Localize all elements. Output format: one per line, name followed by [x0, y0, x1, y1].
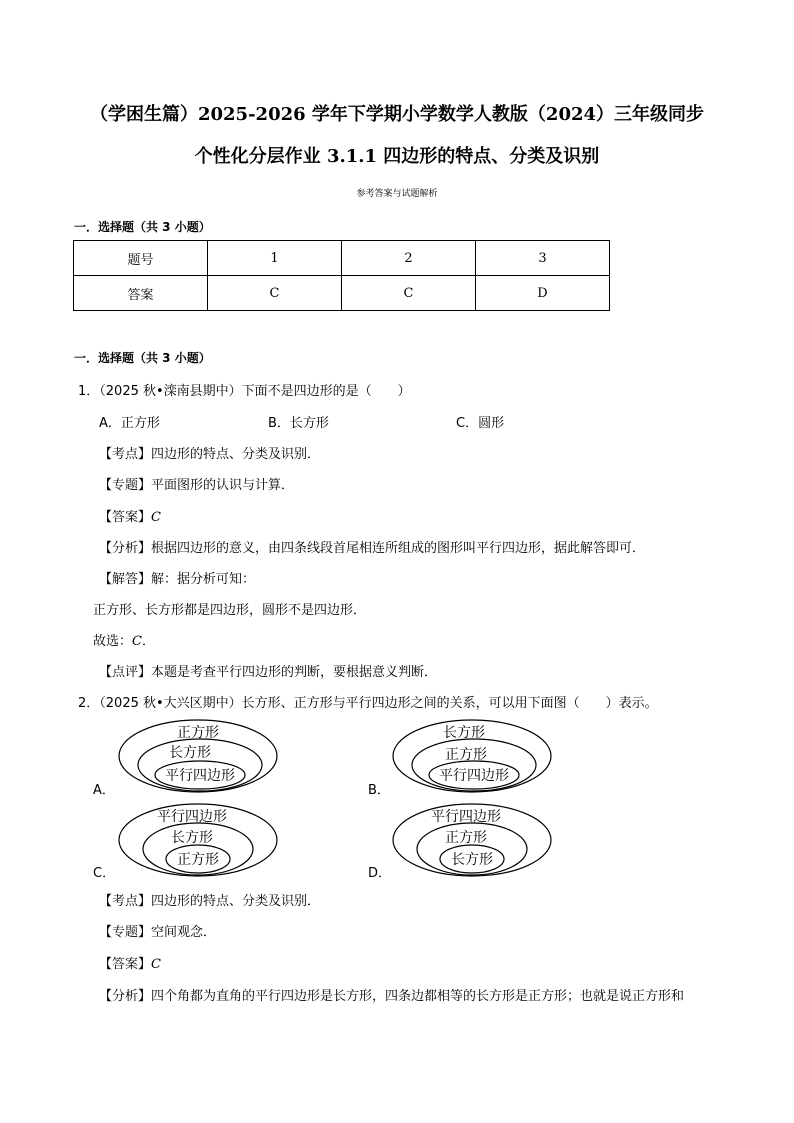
table-answer-label: 答案 [74, 276, 208, 311]
table-cell: 2 [342, 241, 476, 276]
question-2-option-a: A． [93, 783, 115, 798]
question-1-choice-line [93, 630, 155, 649]
answer-table [73, 240, 610, 311]
tag-content: 解：据分析可知： [151, 572, 256, 587]
tag-label: 【解答】 [99, 572, 152, 587]
question-2-option-d: D． [368, 866, 392, 881]
tag-content: C [151, 957, 161, 972]
table-cell: 3 [476, 241, 610, 276]
venn-middle-label: 长方形 [171, 830, 213, 846]
tag-label: 【专题】 [99, 925, 152, 940]
venn-diagram-d [392, 803, 552, 883]
question-1-jieda [99, 568, 255, 587]
question-2-option-b: B． [368, 783, 390, 798]
question-1-kaodian [99, 443, 320, 462]
tag-label: 【专题】 [99, 478, 152, 493]
section-heading-analysis: 一．选择题（共 3 小题） [74, 351, 211, 365]
question-1-option-c: C．圆形 [456, 416, 505, 431]
document-subtitle: 参考答案与试题解析 [356, 189, 438, 199]
question-1-daan [99, 506, 161, 525]
table-row [74, 241, 610, 276]
table-row [74, 276, 610, 311]
question-1-option-b: B．长方形 [268, 416, 329, 431]
tag-label: 【答案】 [99, 510, 152, 525]
venn-outer-label: 平行四边形 [157, 809, 227, 825]
document-title-line2: 个性化分层作业 3.1.1 四边形的特点、分类及识别 [194, 146, 600, 167]
question-1-fenxi [99, 537, 645, 556]
question-2-stem: 2．（2025 秋•大兴区期中）长方形、正方形与平行四边形之间的关系，可以用下面图（ ）表示。 [78, 696, 658, 711]
tag-content: 平面图形的认识与计算． [151, 478, 295, 493]
table-cell: D [476, 276, 610, 311]
question-1-solution-line: 正方形、长方形都是四边形，圆形不是四边形． [93, 603, 367, 618]
venn-diagram-b [392, 719, 552, 799]
tag-label: 【考点】 [99, 894, 152, 909]
question-2-zhuanti [99, 921, 216, 940]
tag-label: 【考点】 [99, 447, 152, 462]
question-1-stem: 1．（2025 秋•滦南县期中）下面不是四边形的是（ ） [78, 384, 411, 399]
document-title-line1: （学困生篇）2025-2026 学年下学期小学数学人教版（2024）三年级同步 [89, 104, 705, 125]
venn-middle-label: 长方形 [169, 745, 211, 761]
venn-middle-label: 正方形 [445, 830, 487, 846]
tag-content: 四边形的特点、分类及识别． [151, 894, 321, 909]
tag-content: 四边形的特点、分类及识别． [151, 447, 321, 462]
choice-prefix: 故选： [93, 634, 133, 649]
venn-inner-label: 正方形 [177, 852, 219, 868]
tag-label: 【分析】 [99, 541, 152, 556]
venn-outer-label: 长方形 [443, 725, 485, 741]
tag-label: 【答案】 [99, 957, 152, 972]
section-heading-answers: 一．选择题（共 3 小题） [74, 220, 211, 234]
table-cell: C [342, 276, 476, 311]
question-2-kaodian [99, 890, 320, 909]
tag-label: 【分析】 [99, 989, 152, 1004]
venn-inner-label: 长方形 [451, 852, 493, 868]
question-1-zhuanti [99, 474, 294, 493]
table-cell: 1 [208, 241, 342, 276]
choice-answer: C [132, 634, 142, 649]
tag-content: 根据四边形的意义，由四条线段首尾相连所组成的图形叫平行四边形，据此解答即可． [151, 541, 646, 556]
tag-content: 空间观念． [151, 925, 217, 940]
table-cell: C [208, 276, 342, 311]
tag-content: 四个角都为直角的平行四边形是长方形，四条边都相等的长方形是正方形；也就是说正方形和 [151, 989, 685, 1004]
venn-middle-label: 正方形 [445, 747, 487, 763]
question-1-dianping [99, 661, 437, 680]
venn-inner-label: 平行四边形 [165, 768, 235, 784]
venn-inner-label: 平行四边形 [439, 768, 509, 784]
tag-label: 【点评】 [99, 665, 152, 680]
question-2-option-c: C． [93, 866, 116, 881]
venn-outer-label: 正方形 [177, 725, 219, 741]
tag-content: 本题是考查平行四边形的判断，要根据意义判断． [151, 665, 438, 680]
venn-outer-label: 平行四边形 [431, 809, 501, 825]
table-header-label: 题号 [74, 241, 208, 276]
question-1-option-a: A．正方形 [99, 416, 160, 431]
question-2-daan [99, 953, 161, 972]
choice-suffix: ． [141, 634, 155, 649]
question-2-fenxi [99, 985, 684, 1004]
venn-diagram-c [118, 803, 278, 883]
venn-diagram-a [118, 719, 278, 799]
tag-content: C [151, 510, 161, 525]
